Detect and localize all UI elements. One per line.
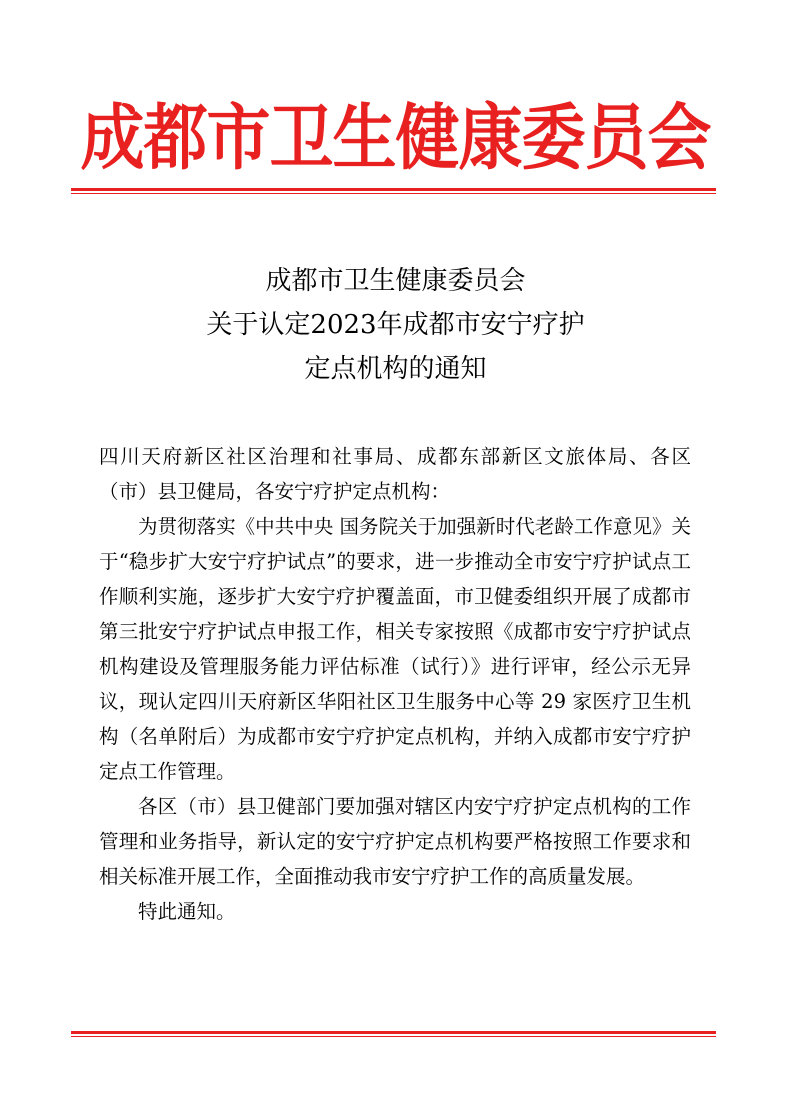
divider-thin-line — [71, 1036, 716, 1037]
footer-divider — [71, 1031, 716, 1037]
document-title — [0, 259, 791, 391]
title-line-2: 关于认定2023年成都市安宁疗护 — [206, 310, 585, 340]
divider-thick-line — [71, 188, 716, 191]
divider-thick-line — [71, 1031, 716, 1034]
title-line-3: 定点机构的通知 — [304, 354, 487, 384]
body-paragraph-1: 为贯彻落实《中共中央 国务院关于加强新时代老龄工作意见》关于“稳步扩大安宁疗护试点”的要求，进一步推动全市安宁疗护试点工作顺利实施，逐步扩大安宁疗护覆盖面，市卫健委组织开展了成都市第三批安宁疗护试点申报工作，相关专家按照《成都市安宁疗护试点机构建设及管理服务能力评估标准（试行）》进行评审，经公示无异议，现认定四川天府新区华阳社区卫生服务中心等 29 家医疗卫生机构（名单附后）为成都市安宁疗护定点机构，并纳入成都市安宁疗护定点工作管理。 — [99, 515, 691, 783]
body-paragraph-2: 各区（市）县卫健部门要加强对辖区内安宁疗护定点机构的工作管理和业务指导，新认定的安宁疗护定点机构要严格按照工作要求和相关标准开展工作，全面推动我市安宁疗护工作的高质量发展。 — [99, 795, 691, 888]
letterhead-divider — [71, 188, 716, 194]
letterhead-title: 成都市卫生健康委员会 — [80, 96, 711, 181]
document-body — [99, 439, 691, 929]
closing-remark: 特此通知。 — [138, 900, 236, 923]
divider-thin-line — [71, 193, 716, 194]
addressee: 四川天府新区社区治理和社事局、成都东部新区文旅体局、各区（市）县卫健局，各安宁疗护定点机构： — [99, 445, 691, 503]
title-line-1: 成都市卫生健康委员会 — [265, 266, 526, 296]
